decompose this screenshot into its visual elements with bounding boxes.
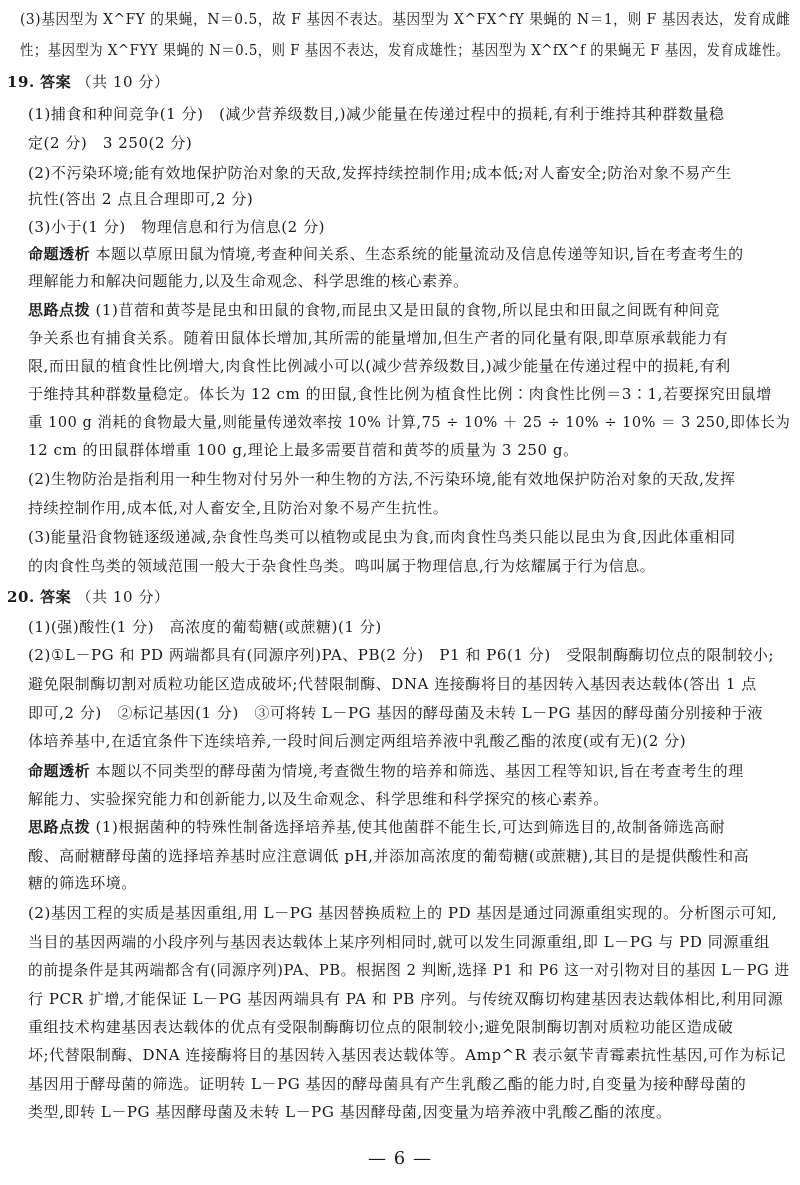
- q20-tips-line1: [28, 817, 725, 837]
- q20-tips-2-line1: (2)基因工程的实质是基因重组,用 L－PG 基因替换质粒上的 PD 基因是通过同源重组实现的。分析图示可知,: [28, 904, 778, 922]
- q20-answer-2-line4: 体培养基中,在适宜条件下连续培养,一段时间后测定两组培养液中乳酸乙酯的浓度(或有无)(2 分): [28, 732, 687, 750]
- q19-tips-line4: 于维持其种群数量稳定。体长为 12 cm 的田鼠,食性比例为植食性比例∶肉食性比例＝3∶1,若要探究田鼠增: [28, 385, 772, 403]
- q20-tips-2-line6: 坏;代替限制酶、DNA 连接酶将目的基因转入基因表达载体等。Amp^R 表示氨苄青霉素抗性基因,可作为标记: [28, 1046, 787, 1064]
- q20-tips-label: 思路点拨: [28, 818, 91, 836]
- q19-insight-line1: [28, 244, 744, 264]
- q19-insight-text: 本题以草原田鼠为情境,考查种间关系、生态系统的能量流动及信息传递等知识,旨在考查考生的: [95, 245, 744, 263]
- q20-tips-2-line4: 行 PCR 扩增,才能保证 L－PG 基因两端具有 PA 和 PB 序列。与传统双酶切构建基因表达载体相比,利用同源: [28, 990, 784, 1008]
- q20-tips-line3: 糖的筛选环境。: [28, 874, 137, 892]
- q20-tips-2-line3: 的前提条件是其两端都含有(同源序列)PA、PB。根据图 2 判断,选择 P1 和 P6 这一对引物对目的基因 L－PG 进: [28, 961, 790, 979]
- q20-answer-label: 答案: [40, 588, 72, 606]
- q19-tips-2-line2: 持续控制作用,成本低,对人畜安全,且防治对象不易产生抗性。: [28, 499, 449, 517]
- q19-tips-line1: [28, 300, 720, 320]
- q19-tips-label: 思路点拨: [28, 301, 91, 319]
- q18-part3-line1: (3)基因型为 X^FY 的果蝇，N＝0.5，故 F 基因不表达。基因型为 X^FX^fY 果蝇的 N＝1，则 F 基因表达，发育成雌: [20, 10, 791, 28]
- q19-tips-line2: 争关系也有捕食关系。随着田鼠体长增加,其所需的能量增加,但生产者的同化量有限,即草原承载能力有: [28, 329, 729, 347]
- q19-tips-3-line2: 的肉食性鸟类的领域范围一般大于杂食性鸟类。鸣叫属于物理信息,行为炫耀属于行为信息。: [28, 557, 656, 575]
- q19-tips-line5: 重 100 g 消耗的食物最大量,则能量传递效率按 10% 计算,75 ÷ 10% ＋ 25 ÷ 10% ÷ 10% ＝ 3 250,即体长为: [28, 413, 791, 431]
- q20-answer-2-line3: 即可,2 分) ②标记基因(1 分) ③可将转 L－PG 基因的酵母菌及未转 L－PG 基因的酵母菌分别接种于液: [28, 704, 763, 722]
- q20-tips-2-line5: 重组技术构建基因表达载体的优点有受限制酶酶切位点的限制较小;避免限制酶切割对质粒功能区造成破: [28, 1018, 734, 1036]
- q20-insight-line1: [28, 761, 744, 781]
- q20-insight-label: 命题透析: [28, 762, 91, 780]
- q20-answer-1-line1: (1)(强)酸性(1 分) 高浓度的葡萄糖(或蔗糖)(1 分): [28, 618, 382, 636]
- q19-answer-1-line1: (1)捕食和种间竞争(1 分) (减少营养级数目,)减少能量在传递过程中的损耗,有利于维持其种群数量稳: [28, 105, 725, 123]
- q19-tips-text: (1)苜蓿和黄芩是昆虫和田鼠的食物,而昆虫又是田鼠的食物,所以昆虫和田鼠之间既有种间竞: [95, 301, 720, 319]
- q19-tips-line6: 12 cm 的田鼠群体增重 100 g,理论上最多需要苜蓿和黄芩的质量为 3 250 g。: [28, 441, 579, 459]
- q20-number: 20.: [7, 588, 35, 606]
- q19-insight-label: 命题透析: [28, 245, 91, 263]
- q19-answer-3-line1: (3)小于(1 分) 物理信息和行为信息(2 分): [28, 218, 326, 236]
- q19-number: 19.: [7, 73, 35, 91]
- q19-header: [7, 72, 170, 92]
- q18-part3-line2: 性；基因型为 X^FYY 果蝇的 N＝0.5，则 F 基因不表达，发育成雄性；基因型为 X^fX^f 的果蝇无 F 基因，发育成雄性。: [20, 41, 790, 59]
- page-number: — 6 —: [368, 1148, 432, 1169]
- q20-answer-2-line2: 避免限制酶切割对质粒功能区造成破坏;代替限制酶、DNA 连接酶将目的基因转入基因表达载体(答出 1 点: [28, 675, 757, 693]
- q20-insight-line2: 解能力、实验探究能力和创新能力,以及生命观念、科学思维和科学探究的核心素养。: [28, 790, 609, 808]
- q19-tips-2-line1: (2)生物防治是指利用一种生物对付另外一种生物的方法,不污染环境,能有效地保护防治对象的天敌,发挥: [28, 470, 736, 488]
- q19-tips-line3: 限,而田鼠的植食性比例增大,肉食性比例减小可以(减少营养级数目,)减少能量在传递过程中的损耗,有利: [28, 357, 731, 375]
- q19-answer-2-line1: (2)不污染环境;能有效地保护防治对象的天敌,发挥持续控制作用;成本低;对人畜安全;防治对象不易产生: [28, 164, 732, 182]
- q19-score: （共 10 分）: [76, 73, 170, 91]
- q20-tips-2-line2: 当目的基因两端的小段序列与基因表达载体上某序列相同时,就可以发生同源重组,即 L－PG 与 PD 同源重组: [28, 933, 770, 951]
- q20-tips-text: (1)根据菌种的特殊性制备选择培养基,使其他菌群不能生长,可达到筛选目的,故制备筛选高耐: [95, 818, 726, 836]
- q20-answer-2-line1: (2)①L－PG 和 PD 两端都具有(同源序列)PA、PB(2 分) P1 和 P6(1 分) 受限制酶酶切位点的限制较小;: [28, 646, 775, 664]
- q19-answer-label: 答案: [40, 73, 72, 91]
- q19-answer-2-line2: 抗性(答出 2 点且合理即可,2 分): [28, 190, 254, 208]
- q19-insight-line2: 理解能力和解决问题能力,以及生命观念、科学思维的核心素养。: [28, 272, 469, 290]
- q20-score: （共 10 分）: [76, 588, 170, 606]
- q19-answer-1-line2: 定(2 分) 3 250(2 分): [28, 134, 193, 152]
- q20-tips-2-line8: 类型,即转 L－PG 基因酵母菌及未转 L－PG 基因酵母菌,因变量为培养液中乳酸乙酯的浓度。: [28, 1103, 672, 1121]
- q20-insight-text: 本题以不同类型的酵母菌为情境,考查微生物的培养和筛选、基因工程等知识,旨在考查考生的理: [95, 762, 744, 780]
- q19-tips-3-line1: (3)能量沿食物链逐级递减,杂食性鸟类可以植物或昆虫为食,而肉食性鸟类只能以昆虫为食,因此体重相同: [28, 528, 736, 546]
- q20-tips-2-line7: 基因用于酵母菌的筛选。证明转 L－PG 基因的酵母菌具有产生乳酸乙酯的能力时,自变量为接种酵母菌的: [28, 1075, 747, 1093]
- q20-tips-line2: 酸、高耐糖酵母菌的选择培养基时应注意调低 pH,并添加高浓度的葡萄糖(或蔗糖),其目的是提供酸性和高: [28, 847, 750, 865]
- q20-header: [7, 587, 170, 607]
